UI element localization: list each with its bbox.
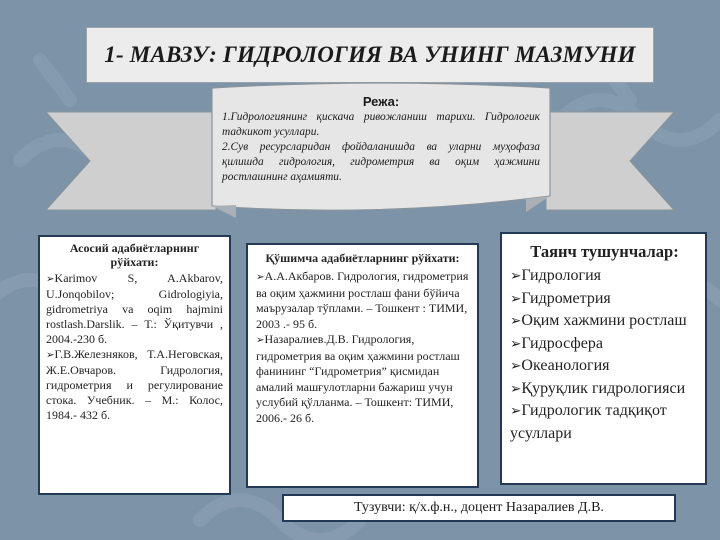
plan-item-2: 2.Сув ресурсларидан фойдаланишда ва уларни муҳофаза қилишда гидрология, гидрометрия ва оқим ҳажмини ростлашнинг аҳамияти.: [222, 141, 540, 183]
slide-title: 1- МАВЗУ: ГИДРОЛОГИЯ ВА УНИНГ МАЗМУНИ: [104, 42, 636, 67]
arrowhead-bullet-icon: ➢: [510, 380, 522, 397]
arrowhead-bullet-icon: ➢: [510, 268, 522, 284]
arrowhead-bullet-icon: ➢: [510, 290, 522, 307]
author-text: Тузувчи: қ/х.ф.н., доцент Назаралиев Д.В.: [354, 500, 604, 515]
extra-literature-entry: ➢Назаралиев.Д.В. Гидрология, гидрометрия ва оқим ҳажмини ростлаш фанининг “Гидрометрия” қисмидан амалий машғулотларни бажариш учун услубий қўлланма. – Тошкент: ТИМИ, 2006.- 26 б.: [256, 332, 460, 425]
plan-item-1: 1.Гидрологиянинг қискача ривожланиш тарихи. Гидрологик тадкикот усуллари.: [222, 111, 540, 138]
arrowhead-bullet-icon: ➢: [46, 274, 55, 285]
extra-literature-heading: Қўшимча адабиётларнинг рўйхати:: [265, 251, 460, 265]
extra-literature-panel: [246, 243, 479, 488]
arrowhead-bullet-icon: ➢: [510, 358, 522, 374]
arrowhead-bullet-icon: ➢: [510, 335, 522, 352]
key-concept-item: ➢Гидросфера: [510, 334, 603, 352]
arrowhead-bullet-icon: ➢: [510, 403, 522, 419]
key-concept-item: ➢Оқим хажмини ростлаш: [510, 312, 687, 329]
author-box: [282, 494, 676, 522]
key-concept-item: ➢Океанология: [510, 357, 610, 374]
plan-section: [216, 92, 546, 202]
extra-literature-entry: ➢А.А.Акбаров. Гидрология, гидрометрия ва оқим ҳажмини ростлаш фани бўйича маърузалар тўплами. – Тошкент : ТИМИ, 2003 .- 95 б.: [256, 269, 469, 331]
main-literature-entry: ➢Karimov S, A.Akbarov, U.Jonqobilov; Gidrologiyia, gidrometriya va oqim hajmini rostlash.Darslik. – Т.: Ўқитувчи , 2004.-230 б.: [46, 271, 223, 346]
arrowhead-bullet-icon: ➢: [510, 313, 522, 329]
key-concept-item: ➢Гидрологик тадқиқот усуллари: [510, 402, 667, 442]
key-concept-item: ➢Қуруқлик гидрологияси: [510, 379, 686, 397]
key-concept-item: ➢Гидрология: [510, 267, 601, 284]
arrowhead-bullet-icon: ➢: [256, 335, 265, 346]
key-concept-item: ➢Гидрометрия: [510, 289, 611, 307]
plan-heading: Режа:: [362, 94, 400, 109]
key-concepts-heading: Таянч тушунчалар:: [530, 242, 679, 261]
key-concepts-panel: [500, 232, 707, 485]
main-literature-heading: Асосий адабиётларнинг рўйхати:: [69, 241, 200, 269]
main-literature-panel: [38, 235, 231, 495]
main-literature-entry: ➢Г.В.Железняков, Т.А.Неговская, Ж.Е.Овчаров. Гидрология, гидрометрия и регулирование стока. Учебник. – М.: Колос, 1984.- 432 б.: [46, 347, 223, 422]
arrowhead-bullet-icon: ➢: [256, 272, 265, 283]
arrowhead-bullet-icon: ➢: [46, 350, 55, 361]
